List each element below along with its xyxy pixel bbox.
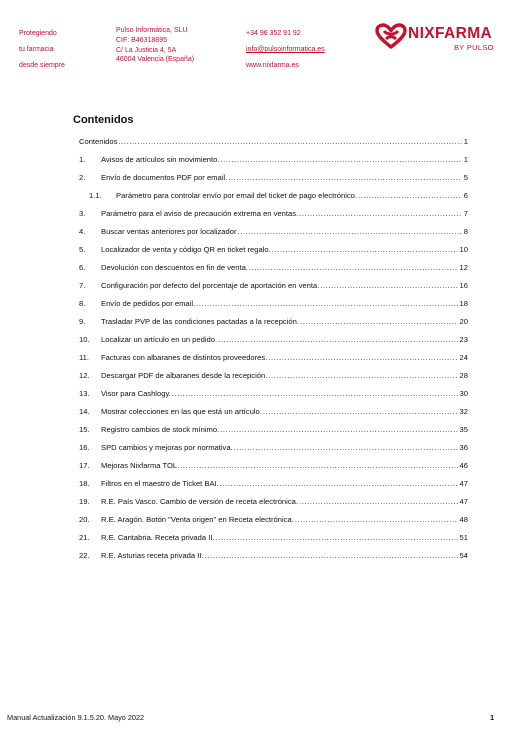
toc-leader-dots: [268, 371, 457, 380]
toc-leader-dots: [249, 263, 458, 272]
slogan-line: Protegiendo: [19, 30, 57, 37]
toc-entry-number: 10.: [79, 335, 90, 344]
slogan-line: tu farmacia: [19, 46, 54, 53]
toc-entry-number: 2.: [79, 173, 86, 182]
slogan-line: desde siempre: [19, 62, 65, 69]
footer-text: Manual Actualización 9.1.5.20. Mayo 2022: [7, 713, 145, 722]
toc-entry-title: R.E. Asturias receta privada II.: [101, 551, 204, 560]
toc-entry-title: Configuración por defecto del porcentaje de aportación en venta.: [101, 281, 320, 290]
toc-entry-page: 1: [463, 155, 468, 164]
toc-entry[interactable]: [79, 515, 468, 533]
toc-entry-number: 14.: [79, 407, 90, 416]
footer-page-number: 1: [490, 713, 495, 722]
toc-leader-dots: [220, 155, 461, 164]
heart-knot-icon: [375, 23, 407, 49]
toc-entry-title: Filtros en el maestro de Ticket BAI.: [101, 479, 219, 488]
toc-entry-page: 5: [463, 173, 468, 182]
toc-entry-title: Avisos de artículos sin movimiento.: [101, 155, 220, 164]
toc-entry-page: 47: [459, 479, 468, 488]
toc-entry-page: 51: [459, 533, 468, 542]
nixfarma-logo: [375, 22, 505, 58]
toc-leader-dots: [216, 533, 458, 542]
toc-entry-number: 3.: [79, 209, 86, 218]
toc-entry-number: 21.: [79, 533, 90, 542]
toc-entry-title: R.E. Aragón. Botón "Venta origen" en Receta electrónica.: [101, 515, 294, 524]
toc-entry[interactable]: [79, 227, 468, 245]
toc-entry-title: Contenidos: [79, 137, 118, 146]
toc-entry-number: 22.: [79, 551, 90, 560]
toc-leader-dots: [218, 335, 457, 344]
toc-entry-number: 1.1.: [89, 191, 102, 200]
toc-leader-dots: [272, 245, 458, 254]
toc-leader-dots: [299, 209, 462, 218]
toc-entry-title: Mostrar colecciones en las que está un artículo.: [101, 407, 262, 416]
company-info: [116, 26, 194, 65]
toc-entry-title: Trasladar PVP de las condiciones pactadas a la recepción.: [101, 317, 299, 326]
toc-entry-page: 46: [459, 461, 468, 470]
toc-entry[interactable]: [79, 191, 468, 209]
slogan: [19, 26, 65, 74]
toc-leader-dots: [180, 461, 457, 470]
toc-entry-number: 11.: [79, 353, 89, 362]
toc-entry[interactable]: [79, 551, 468, 569]
toc-leader-dots: [196, 299, 457, 308]
toc-leader-dots: [268, 353, 457, 362]
toc-entry-title: Devolución con descuentos en fin de venta.: [101, 263, 248, 272]
toc-leader-dots: [220, 425, 457, 434]
toc-entry[interactable]: [79, 533, 468, 551]
toc-leader-dots: [238, 227, 462, 236]
toc-entry-title: Envío de documentos PDF por email.: [101, 173, 228, 182]
toc-entry-number: 5.: [79, 245, 86, 254]
toc-entry-page: 47: [459, 497, 468, 506]
toc-entry-title: Localizador de venta y código QR en ticket regalo.: [101, 245, 271, 254]
toc-entry[interactable]: [79, 371, 468, 389]
toc-entry-title: Parámetro para el aviso de precaución extrema en ventas.: [101, 209, 299, 218]
toc-entry[interactable]: [79, 389, 468, 407]
toc-entry-page: 32: [459, 407, 468, 416]
toc-leader-dots: [205, 551, 458, 560]
toc-entry[interactable]: [79, 407, 468, 425]
toc-entry-title: Descargar PDF de albaranes desde la recepción.: [101, 371, 268, 380]
toc-entry-page: 20: [459, 317, 468, 326]
logo-sub: BY PULSO: [454, 43, 494, 52]
toc-entry-number: 12.: [79, 371, 90, 380]
toc-entry-page: 1: [463, 137, 468, 146]
contact-info: [246, 26, 325, 74]
toc-entry-page: 10: [459, 245, 468, 254]
toc-entry-page: 48: [459, 515, 468, 524]
toc-entry-page: 16: [459, 281, 468, 290]
toc-entry[interactable]: [79, 461, 468, 479]
toc-entry[interactable]: [79, 335, 468, 353]
toc-entry[interactable]: [79, 245, 468, 263]
toc-entry-page: 12: [459, 263, 468, 272]
toc-leader-dots: [172, 389, 458, 398]
toc-entry[interactable]: [79, 353, 468, 371]
toc-leader-dots: [220, 479, 458, 488]
toc-entry-page: 28: [459, 371, 468, 380]
contact-phone: +34 96 352 91 92: [246, 30, 301, 37]
toc-leader-dots: [228, 173, 462, 182]
toc-entry-title: R.E. País Vasco. Cambio de versión de receta electrónica.: [101, 497, 298, 506]
toc-entry-page: 24: [459, 353, 468, 362]
toc-entry-number: 18.: [79, 479, 90, 488]
toc-entry-number: 1.: [79, 155, 86, 164]
toc-entry-number: 8.: [79, 299, 86, 308]
toc-entry-number: 20.: [79, 515, 90, 524]
toc-leader-dots: [118, 137, 461, 146]
company-address: C/ La Justicia 4, 5A: [116, 46, 177, 54]
toc-entry-number: 13.: [79, 389, 90, 398]
toc-entry-page: 7: [463, 209, 468, 218]
toc-title: Contenidos: [73, 114, 134, 126]
toc-entry-page: 8: [463, 227, 468, 236]
toc-entry[interactable]: [79, 173, 468, 191]
toc-entry-page: 18: [459, 299, 468, 308]
toc-entry[interactable]: [79, 443, 468, 461]
company-name: Pulso Informática, SLU: [116, 27, 188, 34]
toc-leader-dots: [234, 443, 458, 452]
table-of-contents: [79, 137, 468, 569]
toc-entry[interactable]: [79, 281, 468, 299]
toc-entry-title: Registro cambios de stock mínimo.: [101, 425, 220, 434]
company-city: 46004 Valencia (España): [116, 56, 195, 64]
toc-entry-page: 54: [459, 551, 468, 560]
contact-email-link[interactable]: info@pulsoinformatica.es: [246, 46, 325, 53]
toc-entry[interactable]: [79, 425, 468, 443]
toc-entry-number: 19.: [79, 497, 90, 506]
logo-brand: NIXFARMA: [408, 25, 493, 42]
toc-entry-title: Facturas con albaranes de distintos proveedores.: [101, 353, 268, 362]
toc-entry-page: 35: [459, 425, 468, 434]
toc-entry[interactable]: [79, 263, 468, 281]
toc-leader-dots: [299, 497, 458, 506]
toc-entry[interactable]: [79, 137, 468, 155]
toc-entry-page: 36: [459, 443, 468, 452]
toc-entry-number: 6.: [79, 263, 86, 272]
toc-entry-number: 16.: [79, 443, 90, 452]
contact-website: www.nixfarma.es: [246, 62, 299, 69]
toc-entry-title: Localizar un artículo en un pedido.: [101, 335, 218, 344]
toc-entry[interactable]: [79, 317, 468, 335]
toc-leader-dots: [358, 191, 462, 200]
toc-entry[interactable]: [79, 497, 468, 515]
toc-entry-title: Mejoras Nixfarma TOL.: [101, 461, 180, 470]
toc-entry[interactable]: [79, 479, 468, 497]
toc-entry-title: Parámetro para controlar envío por email del ticket de pago electrónico.: [116, 191, 358, 200]
toc-entry-page: 6: [463, 191, 468, 200]
toc-entry[interactable]: [79, 299, 468, 317]
toc-leader-dots: [320, 281, 457, 290]
toc-entry-number: 7.: [79, 281, 86, 290]
toc-entry-number: 9.: [79, 317, 86, 326]
toc-entry-title: Envío de pedidos por email.: [101, 299, 196, 308]
toc-entry-number: 4.: [79, 227, 86, 236]
toc-entry-title: SPD cambios y mejoras por normativa.: [101, 443, 233, 452]
toc-leader-dots: [295, 515, 458, 524]
toc-entry[interactable]: [79, 209, 468, 227]
toc-entry-number: 15.: [79, 425, 90, 434]
toc-entry-page: 30: [459, 389, 468, 398]
toc-entry[interactable]: [79, 155, 468, 173]
toc-leader-dots: [263, 407, 458, 416]
toc-entry-title: Buscar ventas anteriores por localizador: [101, 227, 237, 236]
toc-entry-number: 17.: [79, 461, 90, 470]
toc-entry-title: Visor para Cashlogy.: [101, 389, 171, 398]
company-cif: CIF: B46318895: [116, 36, 167, 44]
toc-leader-dots: [300, 317, 458, 326]
toc-entry-page: 23: [459, 335, 468, 344]
toc-entry-title: R.E. Cantabria. Receta privada II.: [101, 533, 215, 542]
